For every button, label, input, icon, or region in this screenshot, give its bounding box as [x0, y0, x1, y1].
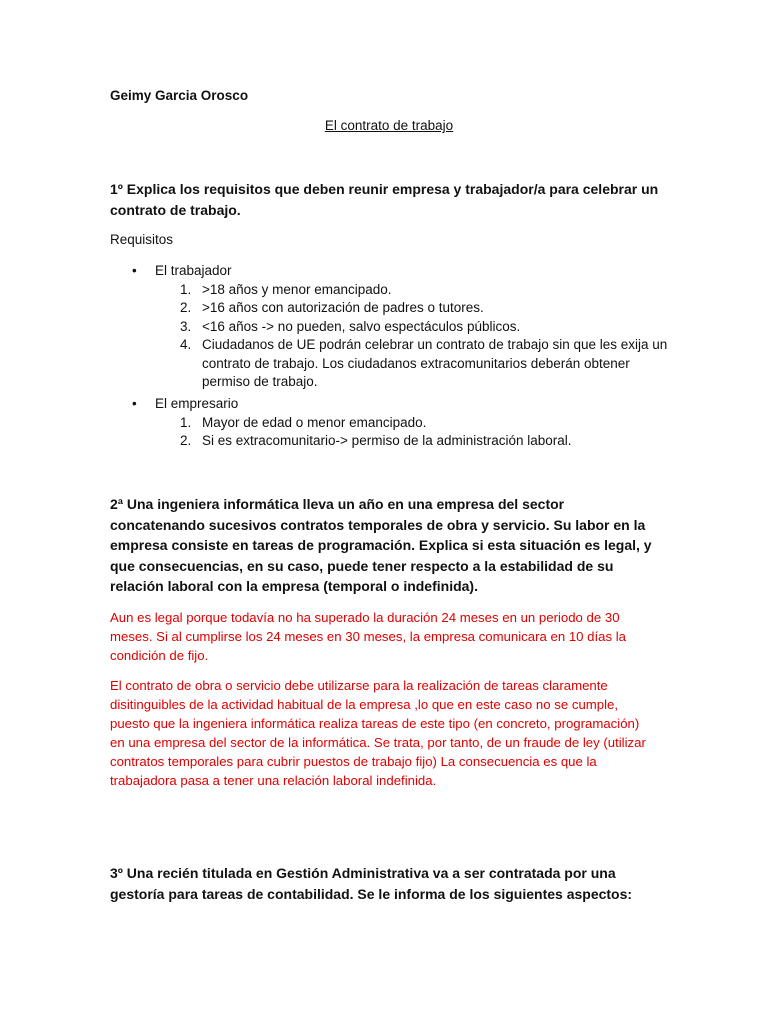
list-item	[110, 414, 670, 433]
item-number: 2.	[180, 300, 192, 315]
item-text: Si es extracomunitario-> permiso de la administración laboral.	[202, 433, 572, 448]
sublist-container	[110, 414, 670, 451]
list-item	[110, 395, 670, 414]
item-text: Mayor de edad o menor emancipado.	[202, 414, 427, 430]
list-item	[110, 281, 670, 300]
list-item	[110, 299, 670, 318]
item-number: 2.	[180, 433, 192, 448]
bullet-icon: •	[132, 396, 137, 411]
item-number: 4.	[180, 337, 192, 352]
answer-paragraph-2: El contrato de obra o servicio debe utilizarse para la realización de tareas claramente disitinguibles de la actividad habitual de la empresa ,lo que en este caso no se cumple, puesto que la ingeniera informática realiza tareas de este tipo (en concreto, programación) en una empresa del sector de la informática. Se trata, por tanto, de un fraude de ley (utilizar contratos temporales para cubrir puestos de trabajo fijo) La consecuencia es que la trabajadora pasa a tener una relación laboral indefinida.	[110, 678, 646, 788]
empresario-sublist	[110, 414, 670, 451]
list-item	[110, 432, 670, 451]
trabajador-label: El trabajador	[155, 263, 232, 278]
requisitos-label: Requisitos	[110, 232, 174, 247]
item-text: Ciudadanos de UE podrán celebrar un contrato de trabajo sin que les exija un contrato de trabajo. Los ciudadanos extracomunitarios deberán obtener permiso de trabajo.	[202, 337, 668, 389]
bullet-icon: •	[132, 263, 137, 278]
document-title: El contrato de trabajo	[324, 118, 454, 133]
question-3: 3º Una recién titulada en Gestión Administrativa va a ser contratada por una gestoría para tareas de contabilidad. Se le informa de los siguientes aspectos:	[110, 865, 633, 902]
empresario-list	[110, 395, 670, 451]
trabajador-list	[110, 262, 670, 392]
sublist-container	[110, 281, 670, 392]
item-number: 1.	[180, 414, 192, 430]
item-text: >16 años con autorización de padres o tutores.	[202, 300, 484, 315]
item-number: 3.	[180, 318, 192, 334]
question-2: 2ª Una ingeniera informática lleva un año en una empresa del sector concatenando sucesivos contratos temporales de obra y servicio. Su labor en la empresa consiste en tareas de programación. Explica si esta situación es legal, y que consecuencias, en su caso, puede tener respecto a la estabilidad de su relación laboral con la empresa (temporal o indefinida).	[110, 496, 652, 594]
item-text: <16 años -> no pueden, salvo espectáculos públicos.	[202, 318, 521, 334]
item-number: 1.	[180, 281, 192, 297]
item-text: >18 años y menor emancipado.	[202, 281, 392, 297]
trabajador-sublist	[110, 281, 670, 392]
empresario-label: El empresario	[155, 396, 239, 411]
list-item	[110, 262, 670, 281]
question-1: 1º Explica los requisitos que deben reunir empresa y trabajador/a para celebrar un contrato de trabajo.	[110, 181, 659, 218]
author-name: Geimy Garcia Orosco	[110, 88, 249, 103]
list-item	[110, 336, 670, 392]
list-item	[110, 318, 670, 337]
answer-paragraph-1: Aun es legal porque todavía no ha superado la duración 24 meses en un periodo de 30 meses. Si al cumplirse los 24 meses en 30 meses, la empresa comunicara en 10 días la condición de fijo.	[110, 610, 627, 663]
